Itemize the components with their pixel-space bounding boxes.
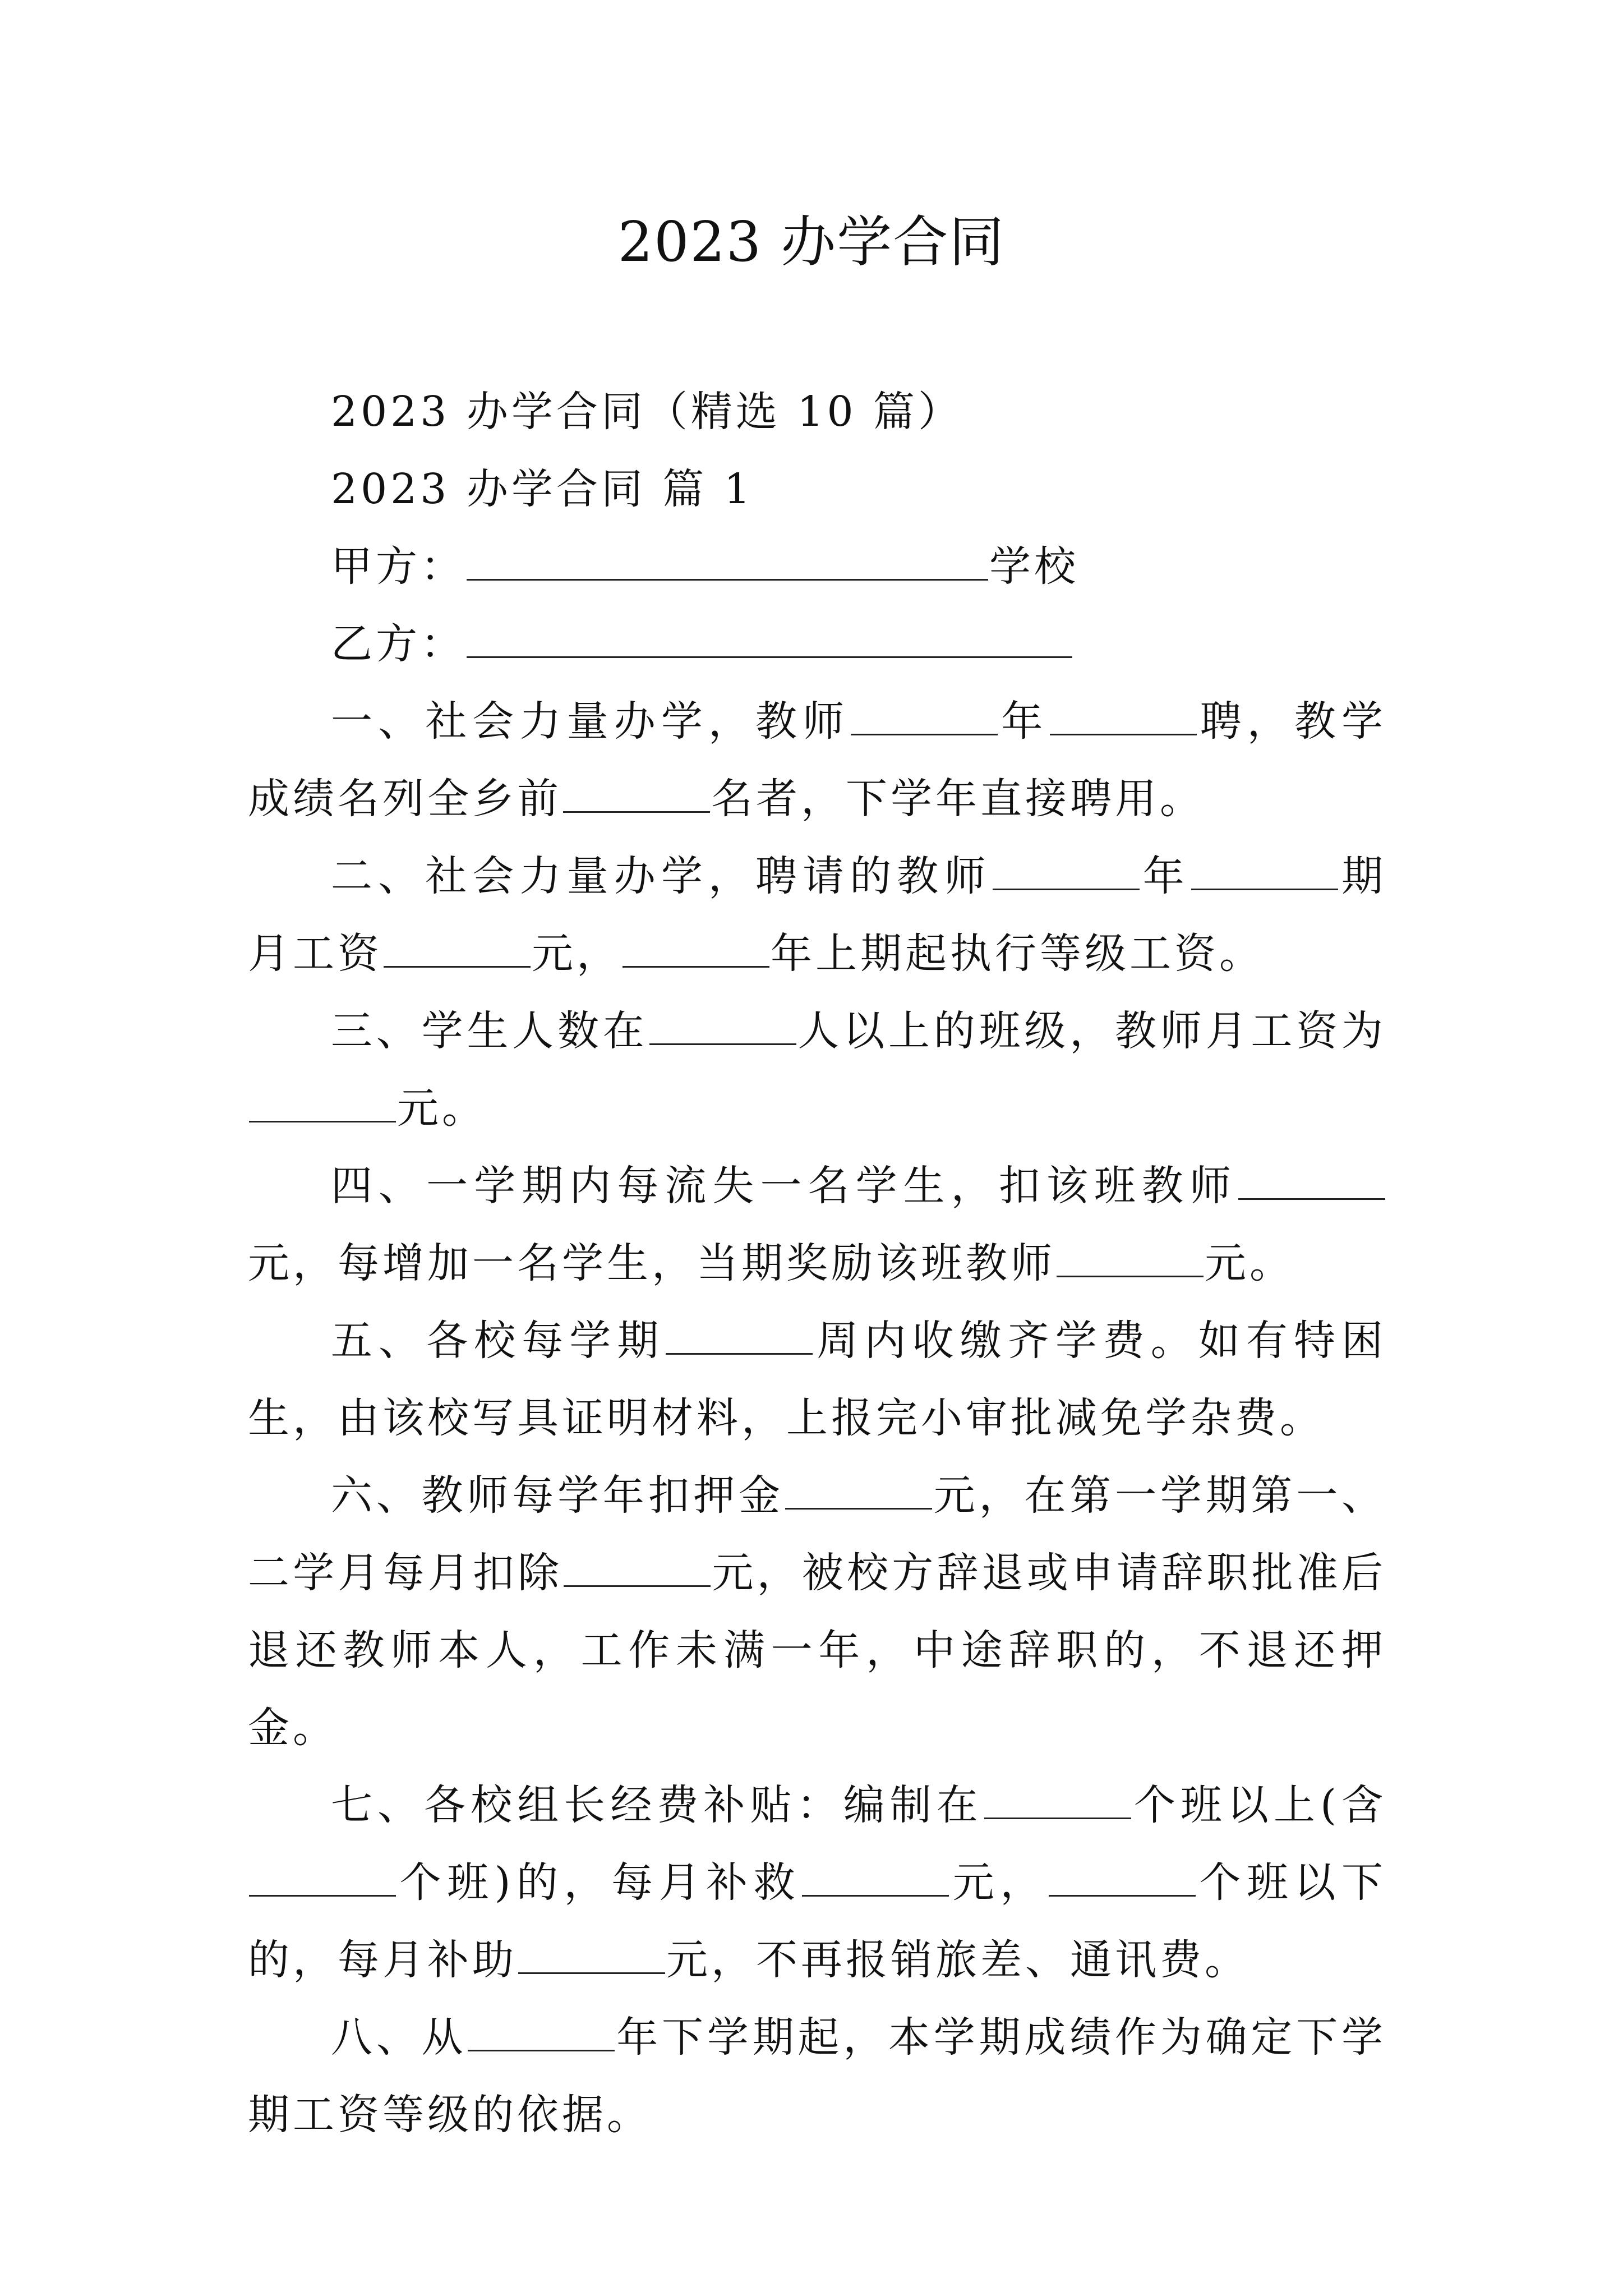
- clause-2-text-2: 年: [1140, 852, 1190, 900]
- clause-4-text-1: 四、一学期内每流失一名学生，扣该班教师: [331, 1162, 1237, 1210]
- clause-2-text-4: 元，: [532, 930, 621, 978]
- party-b-blank: [467, 624, 1072, 658]
- clause-1-text-4: 名者，下学年直接聘用。: [711, 775, 1205, 823]
- clause-5-text-1: 五、各校每学期: [331, 1317, 665, 1365]
- clause-1-text-1: 一、社会力量办学，教师: [331, 697, 850, 746]
- clause-3-blank-1: [649, 1011, 796, 1045]
- clause-6-text-3: 元，被校方辞退或申请辞职批准后退还教师本人，工作未满一年，中途辞职的，不退还押金。: [248, 1549, 1387, 1752]
- clause-7-text-5: 个班以下的，每月补助: [248, 1858, 1387, 1984]
- party-a-line: [248, 528, 1386, 605]
- clause-7-blank-2: [249, 1862, 396, 1897]
- clause-4-blank-1: [1238, 1166, 1385, 1200]
- clause-7-text-2: 个班以上(含: [1132, 1781, 1387, 1829]
- party-a-suffix: 学校: [989, 542, 1079, 591]
- subtitle-text: 2023 办学合同（精选 10 篇）: [331, 388, 963, 436]
- party-a-label: 甲方：: [331, 542, 465, 591]
- clause-5-text-2: 周内收缴齐学费。如有特困生，由该校写具证明材料，上报完小审批减免学杂费。: [248, 1317, 1387, 1442]
- clause-7-text-1: 七、各校组长经费补贴：编制在: [331, 1781, 983, 1829]
- clause-7-blank-5: [518, 1940, 665, 1974]
- subtitle: [248, 373, 1386, 450]
- clause-7-text-3: 个班)的，每月补救: [397, 1858, 801, 1907]
- section-heading: [248, 450, 1386, 528]
- party-b-line: [248, 605, 1386, 683]
- clause-6-blank-2: [564, 1553, 711, 1587]
- clause-3-blank-2: [249, 1088, 396, 1122]
- clause-6: [248, 1457, 1386, 1766]
- section-heading-text: 2023 办学合同 篇 1: [331, 465, 754, 513]
- clause-3: [248, 992, 1386, 1147]
- clause-4-text-3: 元。: [1205, 1239, 1294, 1287]
- clause-3-text-2: 人以上的班级，教师月工资为: [797, 1007, 1387, 1055]
- clause-7: [248, 1766, 1386, 1999]
- party-a-blank: [467, 546, 988, 581]
- clause-4-text-2: 元，每增加一名学生，当期奖励该班教师: [248, 1239, 1055, 1287]
- clause-2-blank-4: [623, 933, 769, 968]
- clause-2-blank-2: [1191, 856, 1338, 890]
- clause-1-text-3: 聘，教学成绩名列全乡前: [248, 697, 1387, 823]
- clause-8-text-2: 年下学期起，本学期成绩作为确定下学期工资等级的依据。: [248, 2013, 1387, 2139]
- clause-1-blank-2: [1050, 701, 1197, 735]
- clause-2: [248, 838, 1386, 992]
- clause-6-text-1: 六、教师每学年扣押金: [331, 1471, 784, 1520]
- clause-1-text-2: 年: [999, 697, 1049, 746]
- clause-6-text-2: 元，在第一学期第一、二学月每月扣除: [248, 1471, 1386, 1597]
- clause-2-blank-3: [384, 933, 531, 968]
- clause-5: [248, 1302, 1386, 1457]
- clause-7-blank-3: [802, 1862, 949, 1897]
- clause-7-blank-4: [1049, 1862, 1196, 1897]
- party-b-label: 乙方：: [331, 620, 465, 668]
- clause-1: [248, 683, 1386, 838]
- clause-7-text-4: 元，: [950, 1858, 1048, 1907]
- clause-2-text-3: 期月工资: [248, 852, 1387, 978]
- clause-3-text-3: 元。: [397, 1084, 487, 1133]
- document-body: [248, 373, 1386, 2154]
- clause-1-blank-1: [851, 701, 998, 735]
- clause-2-text-1: 二、社会力量办学，聘请的教师: [331, 852, 992, 900]
- clause-2-text-5: 年上期起执行等级工资。: [771, 930, 1264, 978]
- clause-5-blank-1: [666, 1320, 813, 1355]
- clause-8-blank-1: [468, 2017, 615, 2051]
- clause-8-text-1: 八、从: [331, 2013, 467, 2062]
- clause-3-text-1: 三、学生人数在: [331, 1007, 648, 1055]
- clause-4-blank-2: [1057, 1243, 1204, 1277]
- clause-4: [248, 1147, 1386, 1302]
- clause-7-text-6: 元，不再报销旅差、通讯费。: [666, 1936, 1249, 1984]
- clause-1-blank-3: [563, 779, 710, 813]
- document-title: 2023 办学合同: [617, 210, 1006, 274]
- clause-2-blank-1: [993, 856, 1140, 890]
- clause-7-blank-1: [984, 1785, 1131, 1819]
- clause-8: [248, 1999, 1386, 2154]
- clause-6-blank-1: [785, 1475, 932, 1510]
